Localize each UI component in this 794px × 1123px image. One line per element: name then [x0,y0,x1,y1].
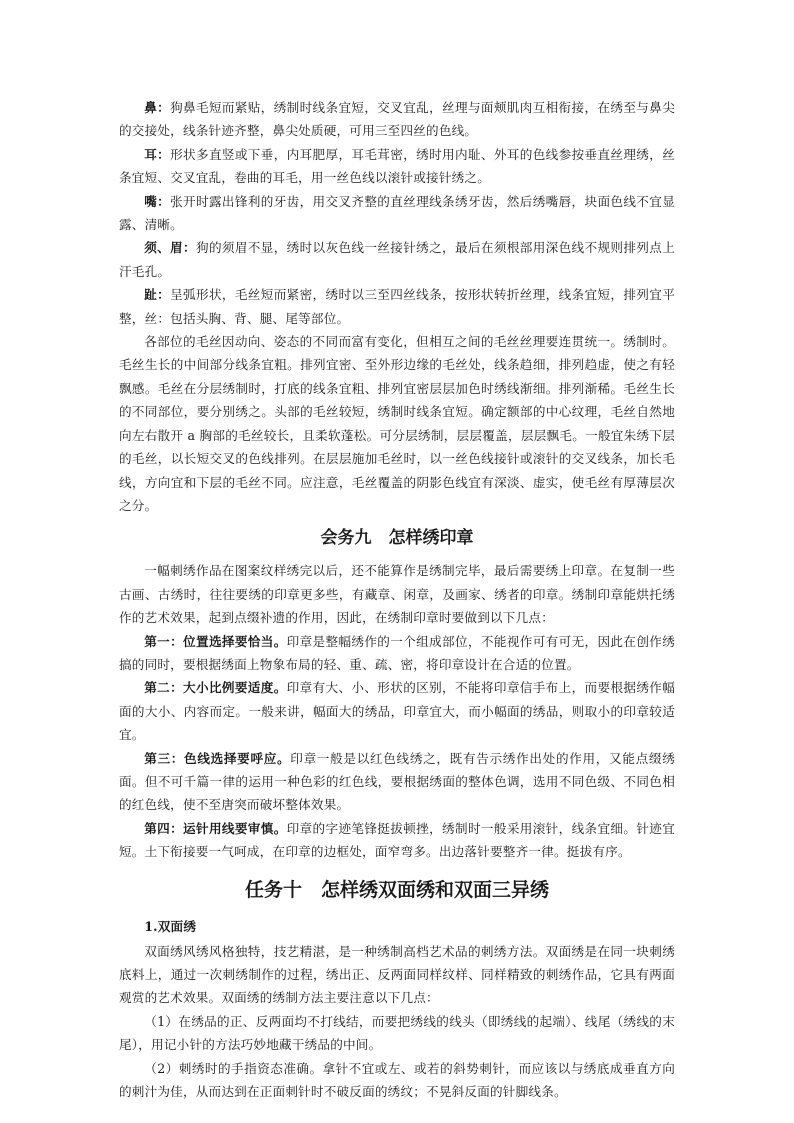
term-label: 须、眉： [144,240,196,256]
task10-intro: 双面绣风绣风格独特，技艺精湛，是一种绣制高档艺术品的刺绣方法。双面绣是在同一块刺绣底料上，通过一次刺绣制作的过程，绣出正、反两面同样纹样、同样精致的刺绣作品，它具有两面观赏的艺术效果。双面绣的绣制方法主要注意以下几点： [119,943,675,1006]
task9-point-3 [119,747,675,817]
section-anatomy [119,96,675,517]
point-label: 第四：运针用线要审慎。 [144,820,287,836]
term-label: 耳： [144,146,171,162]
paragraph-ear [119,143,675,190]
task9-intro: 一幅刺绣作品在图案纹样绣完以后，还不能算作是绣制完毕，最后需要绣上印章。在复制一些古画、古绣时，往往要绣的印章更多些，有藏章、闲章，及画家、绣者的印章。绣制印章能烘托绣作的艺术效果，起到点缀补遗的作用，因此，在绣制印章时要做到以下几点： [119,563,675,626]
paragraph-text: 形状多直竖或下垂，内耳肥厚，耳毛茸密，绣时用内耻、外耳的色线参按垂直丝理绣，丝条宜短、交叉宜乱，卷曲的耳毛，用一丝色线以滚针或接针绣之。 [119,146,675,186]
page-content [119,96,675,1103]
point-label: 第一：位置选择要恰当。 [144,633,287,649]
task9-point-1 [119,630,675,677]
term-label: 嘴： [144,193,171,209]
point-text: 印章有大、小、形状的区别，不能将印章信手布上，而要根据绣作幅面的大小、内容而定。一般来讲，幅面大的绣品，印章宜大，而小幅面的绣品，则取小的印章较适宜。 [119,680,676,743]
point-text: 印章一般是以红色线绣之，既有告示绣作出处的作用，又能点缀绣面。但不可千篇一律的运用一种色彩的红色线，要根据绣面的整体色调，选用不同色级、不同色相的红色线，使不至唐突而破坏整体效果。 [119,750,675,813]
section-task10 [119,914,675,1104]
paragraph-mouth [119,190,675,237]
point-label: 第三：色线选择要呼应。 [144,750,291,766]
term-label: 鼻： [144,100,171,115]
term-label: 趾： [144,287,171,303]
point-label: 第二：大小比例要适度。 [144,680,287,696]
section-task9 [119,559,675,863]
task9-point-4 [119,817,675,864]
paragraph-toes [119,283,675,330]
paragraph-fur: 各部位的毛丝因动向、姿态的不同而富有变化，但相互之间的毛丝丝理要连贯统一。绣制时。毛丝生长的中间部分线条宜粗。排列宜密、至外形边缘的毛丝处，线条趋细，排列趋虚，使之有轻飘感。毛丝在分层绣制时，打底的线条宜粗、排列宜密层层加色时绣线渐细。排列渐稀。毛丝生长的不同部位，要分别绣之。头部的毛丝较短，绣制时线条宜短。确定额部的中心纹理，毛丝自然地向左右散开 a 胸部的毛丝较长，且柔软蓬松。可分层绣制，层层覆盖，层层飘毛。一般宜朱绣下层的毛丝，以长短交叉的色线排列。在层层施加毛丝时，以一丝色线接针或滚针的交叉线条，加长毛线，方向宜和下层的毛丝不同。应注意，毛丝覆盖的阴影色线宜有深淡、虚实，使毛丝有厚薄层次之分。 [119,334,675,513]
task10-point-1: （1）在绣品的正、反两面均不打线结，而要把绣线的线头（即绣线的起端）、线尾（绣线的末尾），用记小针的方法巧妙地藏干绣品的中间。 [119,1013,675,1053]
paragraph-text: 狗的须眉不显，绣时以灰色线一丝接针绣之，最后在须根部用深色线不规则排列点上汗毛孔。 [119,240,675,279]
task10-heading: 任务十 怎样绣双面绣和双面三异绣 [244,878,549,901]
paragraph-text: 狗鼻毛短而紧贴，绣制时线条宜短，交叉宜乱，丝理与面颊肌肉互相衔接，在绣至与鼻尖的交接处，线条针迹齐整，鼻尖处质硬，可用三至四丝的色线。 [119,100,675,139]
paragraph-whiskers [119,236,675,283]
paragraph-nose [119,96,675,143]
task9-point-2 [119,676,675,746]
point-text: 印章是整幅绣作的一个组成部位，不能视作可有可无，因此在创作绣搞的同时，要根据绣面上物象布局的轻、重、疏、密，将印章设计在合适的位置。 [119,633,676,672]
task10-subheading: 1.双面绣 [144,918,197,934]
task10-point-2: （2）刺绣时的手指资态准确。拿针不宜或左、或若的斜势刺针，而应该以与绣底成垂直方向的刺汁为佳，从而达到在正面刺针时不破反面的绣纹；不晃斜反面的针脚线条。 [119,1060,675,1100]
task9-heading: 会务九 怎样绣印章 [320,528,474,549]
paragraph-text: 张开时露出锋利的牙齿，用交叉齐整的直丝理线条绣牙齿，然后绣嘴唇，块面色线不宜显露、清晰。 [119,193,675,233]
point-text: 印章的字迹笔锋挺拔顿挫，绣制时一般采用滚针，线条宜细。针迹宜短。土下衔接要一气呵成，在印章的边框处，面窄弯多。出边落针要整齐一律。挺拔有序。 [119,820,676,860]
paragraph-text: 呈弧形状，毛丝短而紧密，绣时以三至四丝线条，按形状转折丝理，线条宜短，排列宜平整，丝：包括头胸、背、腿、尾等部位。 [119,287,675,326]
